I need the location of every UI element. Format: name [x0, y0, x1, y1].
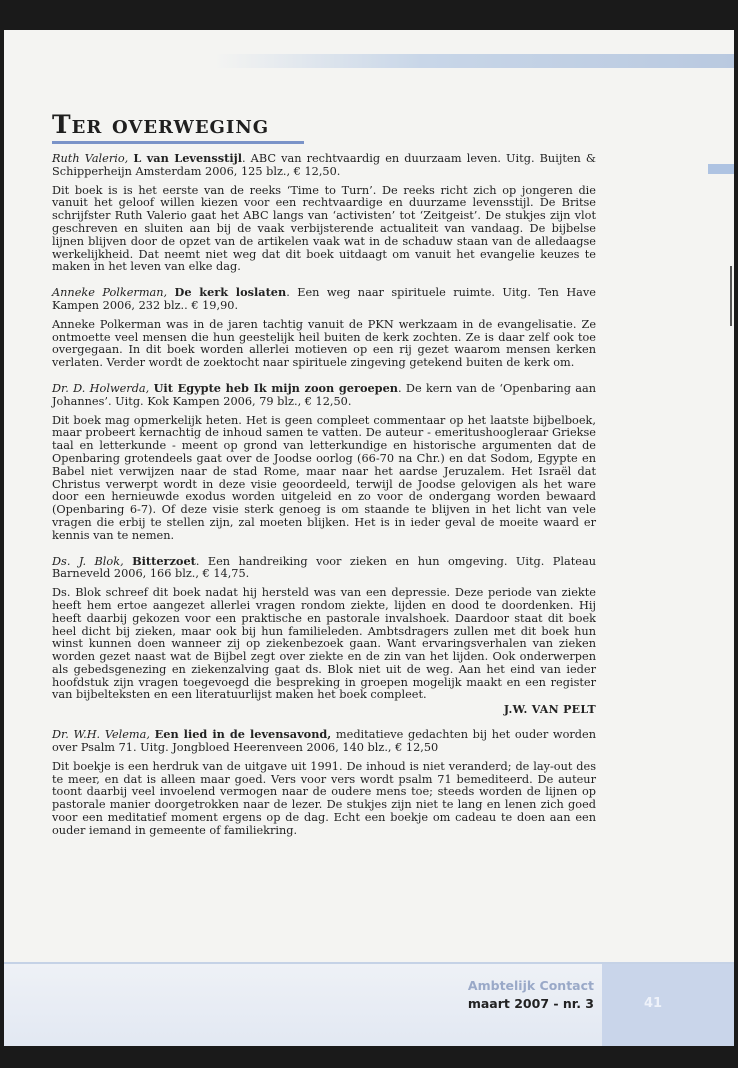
reviewer-signature: J.W. VAN PELT — [503, 703, 596, 717]
review-header-5 — [52, 728, 596, 755]
review-title: Een lied in de levensavond, — [154, 727, 332, 742]
review-header-1 — [52, 152, 596, 179]
review-header-3 — [52, 382, 596, 409]
article-content — [52, 110, 596, 850]
title-underline — [52, 141, 304, 144]
review-title: De kerk loslaten — [174, 285, 287, 300]
side-edge-mark — [730, 266, 732, 326]
review-body-3: Dit boek mag opmerkelijk heten. Het is geen compleet commentaar op het laatste bijbelboek, maar probeert kernachtig de inhoud samen te vatten. De auteur - emeritushoogleraar Griekse taal en letterkunde - meent op grond van letterkundige en historische argumenten dat de Openbaring grotendeels gaat over de Joodse oorlog (66-70 na Chr.) en dat Sodom, Egypte en Babel niet verwijzen naar de stad Rome, maar naar het aardse Jeruzalem. Het Israël dat Christus verwerpt wordt in deze visie geoordeeld, terwijl de Joodse gelovigen als het ware door een hernieuwde exodus worden uitgeleid en zo voor de ondergang worden bewaard (Openbaring 6-7). Of deze visie sterk genoeg is om staande te blijven in het licht van vele vragen die erbij te stellen zijn, zal moeten blijken. Het is in ieder geval de moeite waard er kennis van te nemen. — [52, 413, 596, 542]
page-number: 41 — [644, 996, 663, 1011]
review-author: Anneke Polkerman, — [52, 286, 175, 300]
page-title: Ter overweging — [52, 110, 270, 139]
page — [4, 30, 734, 1046]
side-tab-marker — [708, 164, 734, 174]
review-meta: . Een weg naar spirituele ruimte. Uitg. Ten Have Kampen 2006, 232 blz.. € 19,90. — [52, 286, 596, 312]
review-body-4: Ds. Blok schreef dit boek nadat hij hersteld was van een depressie. Deze periode van ziekte heeft hem ertoe aangezet allerlei vragen rondom ziekte, lijden en dood te doordenken. Hij heeft daarbij gekozen voor een praktische en pastorale invalshoek. Daardoor staat dit boek heel dicht bij zieken, maar ook bij hun familieleden. Ambtsdragers zullen met dit boek hun winst kunnen doen wanneer zij op ziekenbezoek gaan. Want ervaringsverhalen van zieken worden gezet naast wat de Bijbel zegt over ziekte en de zin van het lijden. Ook onderwerpen als gebedsgenezing en ziekenzalving gaat ds. Blok niet uit de weg. Aan het eind van ieder hoofdstuk zijn vragen toegevoegd die bespreking in groepen mogelijk maakt en een register van bijbelteksten en een literatuurlijst maken het boek compleet. — [52, 586, 596, 702]
top-decorative-bar — [214, 54, 734, 68]
review-title: Bitterzoet — [132, 553, 196, 568]
review-body-1: Dit boek is is het eerste van de reeks ‘Time to Turn’. De reeks richt zich op jongeren die vanuit het geloof willen kiezen voor een rechtvaardige en duurzame levensstijl. De Britse schrijfster Ruth Valerio gaat het ABC langs van ‘activisten’ tot ‘Zeitgeist’. De stukjes zijn vlot geschreven en sluiten aan bij de vaak verbijsterende actualiteit van vandaag. De bijbelse lijnen blijven door de opzet van de artikelen vaak wat in de schaduw staan van de alledaagse werkelijkheid. Dat neemt niet weg dat dit boek uitdaagt om vanuit het evangelie keuzes te maken in het leven van elke dag. — [52, 183, 596, 274]
review-title: L van Levensstijl — [133, 151, 242, 165]
review-meta: . De kern van de ‘Openbaring aan Johannes’. Uitg. Kok Kampen 2006, 79 blz., € 12,50. — [52, 381, 596, 408]
review-body-5: Dit boekje is een herdruk van de uitgave uit 1991. De inhoud is niet veranderd; de lay-out des te meer, en dat is alleen maar goed. Vers voor vers wordt psalm 71 bemediteerd. De auteur toont daarbij veel invoelend vermogen naar de oudere mens toe; steeds worden de lijnen op pastorale manier doorgetrokken naar de lezer. De stukjes zijn niet te lang en lenen zich goed voor een meditatief moment ergens op de dag. Echt een boekje om cadeau te doen aan een ouder iemand in gemeente of familiekring. — [52, 759, 596, 837]
review-body-2: Anneke Polkerman was in de jaren tachtig vanuit de PKN werkzaam in de evangelisatie. Ze ontmoette veel mensen die hun geestelijk heil buiten de kerk zochten. Ze is daar zelf ook toe overgegaan. In dit boek worden allerlei motieven op een rij gezet waarom mensen kerken verlaten. Verder wordt de zoektocht naar spirituele zingeving getekend buiten de kerk om. — [52, 317, 596, 370]
review-title: Uit Egypte heb Ik mijn zoon geroepen — [153, 380, 398, 395]
issue-label: maart 2007 - nr. 3 — [467, 996, 594, 1011]
review-meta: . Een handreiking voor zieken en hun omgeving. Uitg. Plateau Barneveld 2006, 166 blz., € 14,75. — [52, 554, 596, 581]
page-number-box — [602, 964, 734, 1046]
review-author: Dr. W.H. Velema, — [52, 728, 155, 742]
review-author: Ruth Valerio, — [52, 152, 134, 165]
review-header-2 — [52, 286, 596, 313]
review-author: Ds. J. Blok, — [52, 554, 133, 568]
publication-name: Ambtelijk Contact — [467, 978, 594, 993]
review-header-4 — [52, 555, 596, 582]
review-author: Dr. D. Holwerda, — [52, 381, 154, 395]
review-meta: meditatieve gedachten bij het ouder worden over Psalm 71. Uitg. Jongbloed Heerenveen 2006, 140 blz., € 12,50 — [52, 728, 596, 755]
review-meta: . ABC van rechtvaardig en duurzaam leven. Uitg. Buijten & Schipperheijn Amsterdam 2006, 125 blz., € 12,50. — [52, 152, 596, 178]
